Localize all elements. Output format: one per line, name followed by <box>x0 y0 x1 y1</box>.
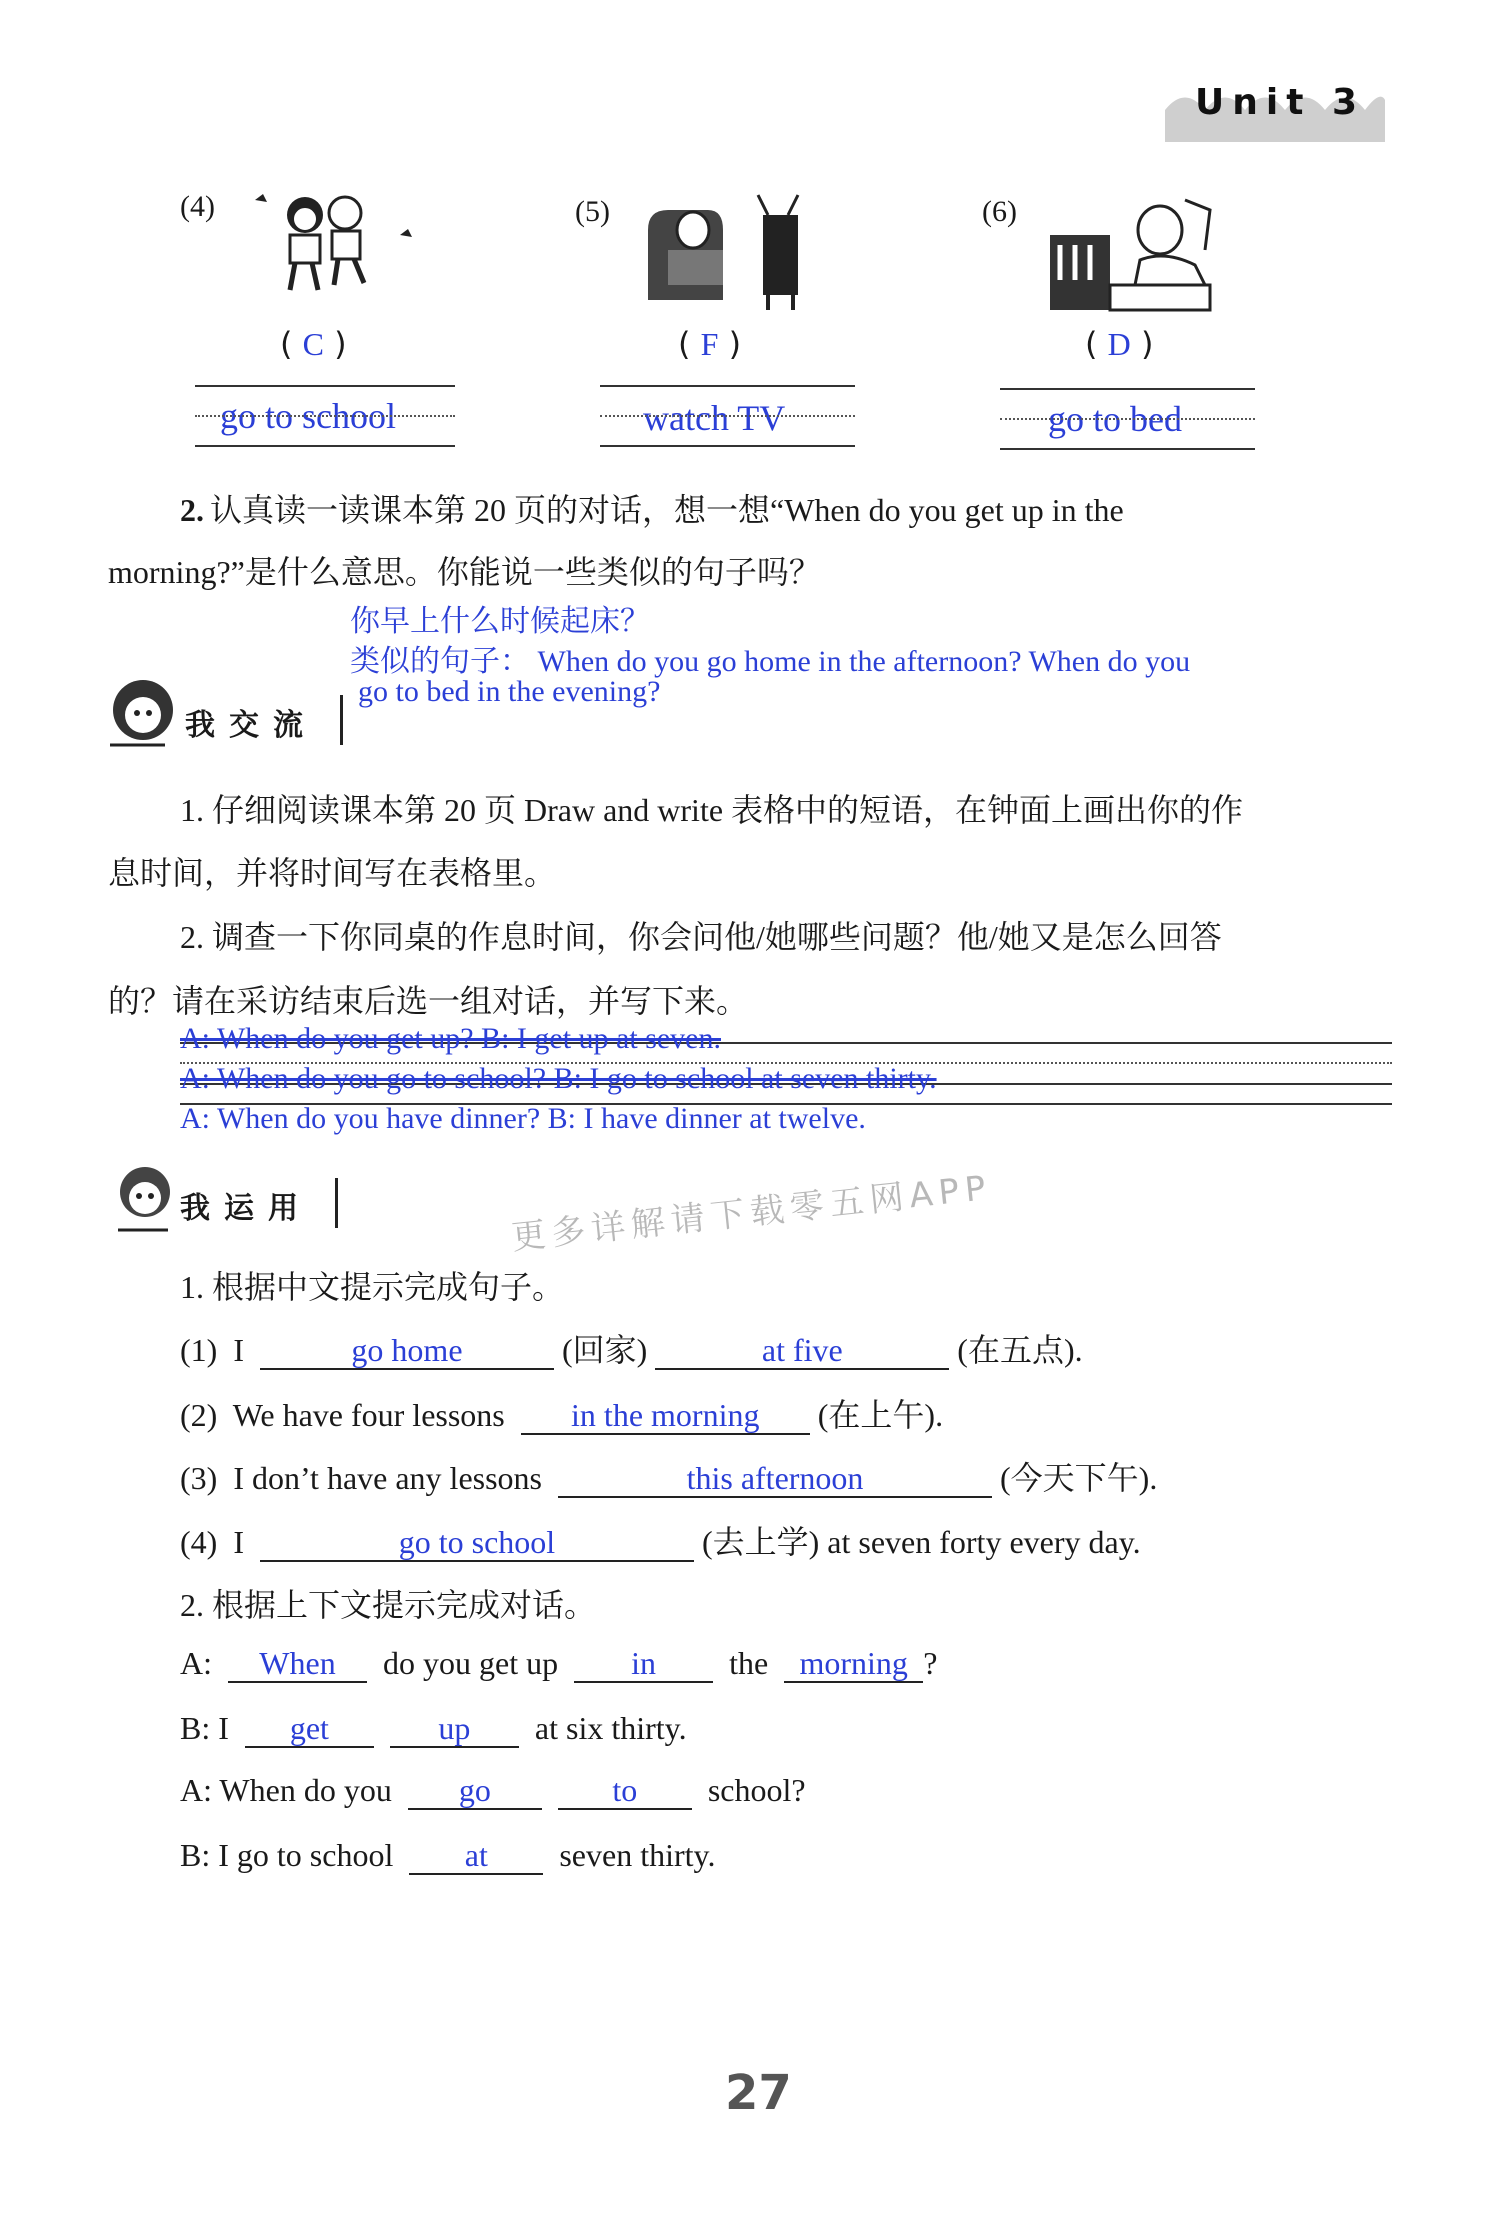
phrase-answer-4: go to school <box>220 396 396 436</box>
writing-line <box>600 445 855 447</box>
dialog-line-1: A: When do you get up? B: I get up at seven. <box>180 1022 721 1055</box>
answer-similar-line-1: 类似的句子： When do you go home in the afternoon? When do you <box>350 645 1191 678</box>
use-q1-title: 1. 根据中文提示完成句子。 <box>180 1269 565 1305</box>
blank-get: get <box>245 1712 374 1748</box>
writing-line <box>195 445 455 447</box>
answer-similar-line-2: go to bed in the evening? <box>358 675 661 708</box>
watching-tv-icon <box>638 190 818 315</box>
answer-choice-4: ( C ) <box>280 325 347 363</box>
exchange-q1-line-1: 1. 仔细阅读课本第 20 页 Draw and write 表格中的短语，在钟面上画出你的作 <box>180 792 1244 828</box>
blank-at: at <box>409 1839 543 1875</box>
picture-number-5: (5) <box>575 195 610 228</box>
blank-this-afternoon: this afternoon <box>558 1462 992 1498</box>
sentence-3: (3) I don’t have any lessons this afternoon (今天下午). <box>180 1460 1158 1496</box>
watermark-text: 更多详解请下载零五网APP <box>509 1167 994 1259</box>
writing-line <box>1000 418 1255 420</box>
section-title-exchange: 我交流 <box>185 708 317 743</box>
exchange-q2-line-1: 2. 调查一下你同桌的作息时间，你会问他/她哪些问题？他/她又是怎么回答 <box>180 919 1222 955</box>
answer-choice-5: ( F ) <box>678 325 742 363</box>
dialog-b-1: B: I get up at six thirty. <box>180 1710 687 1746</box>
page-number: 27 <box>725 2065 792 2121</box>
blank-to: to <box>558 1774 692 1810</box>
blank-when: When <box>228 1647 367 1683</box>
exchange-q2-line-2: 的？请在采访结束后选一组对话，并写下来。 <box>108 983 749 1019</box>
writing-line <box>195 415 455 417</box>
sentence-4: (4) I go to school (去上学) at seven forty every day. <box>180 1524 1141 1560</box>
children-walking-icon <box>250 185 420 300</box>
dialog-a-1: A: When do you get up in the morning ? <box>180 1645 938 1681</box>
writing-line <box>195 385 455 387</box>
writing-line <box>600 415 855 417</box>
blank-morning: morning <box>784 1647 923 1683</box>
phrase-answer-5: watch TV <box>643 398 786 438</box>
sentence-2: (2) We have four lessons in the morning (在上午). <box>180 1397 944 1433</box>
sentence-1: (1) I go home (回家) at five (在五点). <box>180 1332 1083 1368</box>
section-divider <box>340 695 343 745</box>
blank-up: up <box>390 1712 519 1748</box>
answer-meaning: 你早上什么时候起床？ <box>350 605 650 638</box>
girl-mascot-icon <box>105 675 185 750</box>
unit-label: Unit 3 <box>1195 82 1365 123</box>
dialog-a-2: A: When do you go to school? <box>180 1772 806 1808</box>
blank-at-five: at five <box>655 1334 949 1370</box>
picture-number-6: (6) <box>982 195 1017 228</box>
blank-go-home: go home <box>260 1334 554 1370</box>
blank-in: in <box>574 1647 713 1683</box>
question-2-line-1: 2. 认真读一读课本第 20 页的对话，想一想“When do you get up in the <box>180 492 1124 528</box>
writing-line <box>600 385 855 387</box>
exchange-q1-line-2: 息时间，并将时间写在表格里。 <box>108 855 557 891</box>
writing-line <box>1000 448 1255 450</box>
blank-go-to-school: go to school <box>260 1526 694 1562</box>
picture-number-4: (4) <box>180 190 215 223</box>
dialog-line-2: A: When do you go to school? B: I go to school at seven thirty. <box>180 1062 937 1095</box>
question-2-line-2: morning?”是什么意思。你能说一些类似的句子吗？ <box>108 554 821 590</box>
dialog-b-2: B: I go to school at seven thirty. <box>180 1837 716 1873</box>
phrase-answer-6: go to bed <box>1048 399 1182 439</box>
dialog-line-3: A: When do you have dinner? B: I have dinner at twelve. <box>180 1102 866 1135</box>
boy-mascot-icon <box>108 1160 183 1235</box>
blank-go: go <box>408 1774 542 1810</box>
writing-line <box>1000 388 1255 390</box>
section-title-use: 我运用 <box>180 1191 312 1226</box>
answer-choice-6: ( D ) <box>1085 325 1154 363</box>
section-divider <box>335 1178 338 1228</box>
sleeping-in-bed-icon <box>1045 190 1220 320</box>
use-q2-title: 2. 根据上下文提示完成对话。 <box>180 1587 597 1623</box>
blank-in-the-morning: in the morning <box>521 1399 810 1435</box>
